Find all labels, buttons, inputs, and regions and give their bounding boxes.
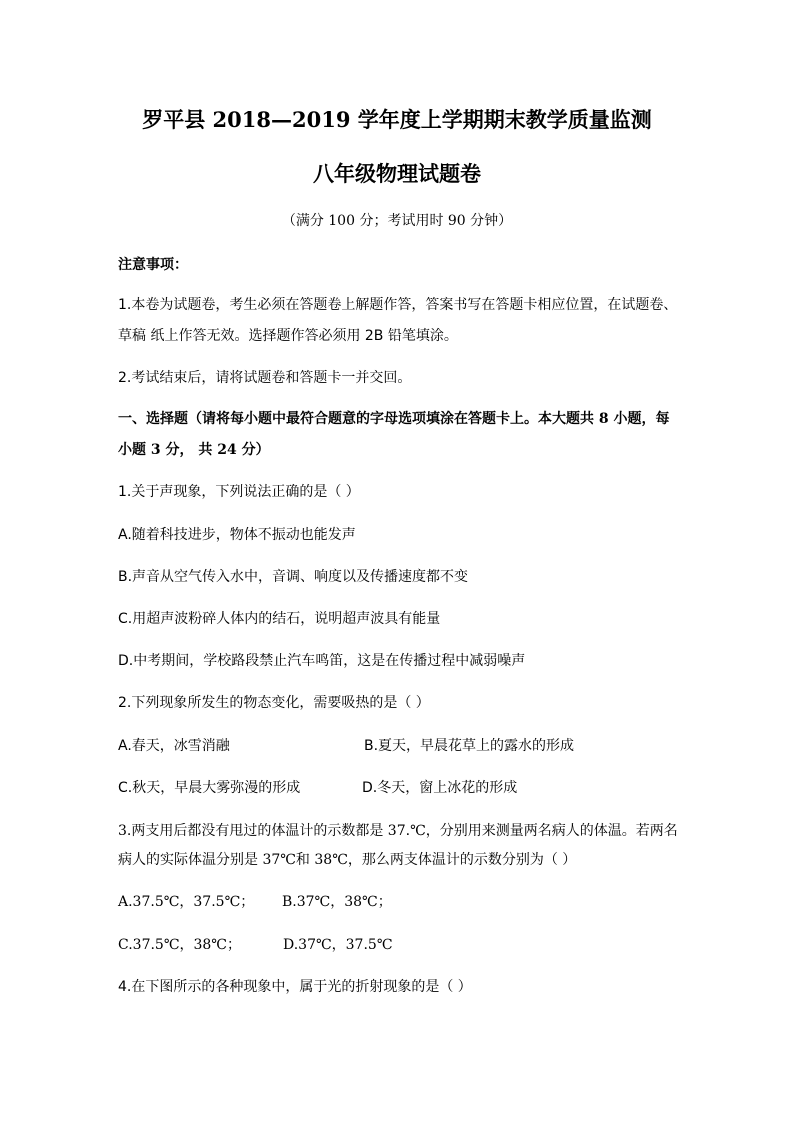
question-2-option-c: C.秋天，早晨大雾弥漫的形成	[118, 780, 301, 796]
question-1-option-b: B.声音从空气传入水中，音调、响度以及传播速度都不变	[118, 569, 469, 585]
note-item-1-line-1: 1.本卷为试题卷，考生必须在答题卷上解题作答，答案书写在答题卡相应位置，在试题卷、	[118, 297, 678, 313]
question-1-option-a: A.随着科技进步，物体不振动也能发声	[118, 527, 356, 543]
question-2-option-a: A.春天，冰雪消融	[118, 738, 230, 754]
question-2-option-b: B.夏天，早晨花草上的露水的形成	[364, 738, 575, 754]
exam-subject-title: 八年级物理试题卷	[313, 161, 481, 186]
question-3-option-d: D.37℃，37.5℃	[283, 937, 393, 953]
notes-heading: 注意事项：	[118, 257, 188, 273]
section-heading-line-1: 一、选择题（请将每小题中最符合题意的字母选项填涂在答题卡上。本大题共 8 小题，每	[118, 411, 670, 427]
question-1-option-d: D.中考期间，学校路段禁止汽车鸣笛，这是在传播过程中减弱噪声	[118, 653, 526, 669]
note-item-2: 2.考试结束后，请将试题卷和答题卡一并交回。	[118, 370, 412, 386]
exam-info: （满分 100 分；考试用时 90 分钟）	[281, 213, 513, 229]
question-3-option-c: C.37.5℃，38℃；	[118, 937, 241, 953]
question-1-stem: 1.关于声现象，下列说法正确的是（ ）	[118, 484, 360, 500]
note-item-1-line-2: 草稿 纸上作答无效。选择题作答必须用 2B 铅笔填涂。	[118, 328, 458, 344]
question-2-option-d: D.冬天，窗上冰花的形成	[362, 780, 518, 796]
question-3-stem-line-2: 病人的实际体温分别是 37℃和 38℃，那么两支体温计的示数分别为（ ）	[118, 852, 577, 868]
question-3-stem-line-1: 3.两支用后都没有甩过的体温计的示数都是 37.℃，分别用来测量两名病人的体温。若两名	[118, 823, 678, 839]
question-2-stem: 2.下列现象所发生的物态变化，需要吸热的是（ ）	[118, 695, 430, 711]
question-3-option-a: A.37.5℃，37.5℃；	[118, 894, 255, 910]
question-1-option-c: C.用超声波粉碎人体内的结石，说明超声波具有能量	[118, 611, 441, 627]
section-heading-line-2: 小题 3 分， 共 24 分）	[118, 442, 270, 458]
question-4-stem: 4.在下图所示的各种现象中，属于光的折射现象的是（ ）	[118, 979, 472, 995]
question-3-option-b: B.37℃，38℃；	[282, 894, 392, 910]
exam-title: 罗平县 2018—2019 学年度上学期期末教学质量监测	[142, 107, 652, 132]
